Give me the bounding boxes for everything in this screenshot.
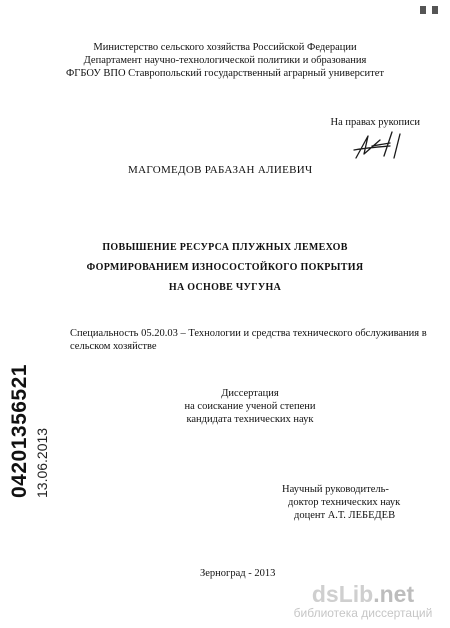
title-line: ФОРМИРОВАНИЕМ ИЗНОСОСТОЙКОГО ПОКРЫТИЯ <box>86 262 364 273</box>
watermark-logo-suffix: .net <box>373 581 415 607</box>
stamp-number: 04201356521 <box>8 364 31 498</box>
watermark-logo-main: dsLib <box>311 581 374 607</box>
dissertation-title <box>0 238 450 298</box>
supervisor-block <box>282 483 400 522</box>
manuscript-rights-label: На правах рукописи <box>330 117 420 128</box>
author-name: МАГОМЕДОВ РАБАЗАН АЛИЕВИЧ <box>128 164 313 176</box>
stamp-date: 13.06.2013 <box>34 427 50 498</box>
degree-line: на соискание ученой степени <box>184 401 316 412</box>
specialty-text: Специальность 05.20.03 – Технологии и средства технического обслуживания в сельском хозяйстве <box>70 328 427 352</box>
degree-line: кандидата технических наук <box>186 414 314 425</box>
ministry-line: Министерство сельского хозяйства Российской Федерации <box>93 42 357 53</box>
city-year: Зерноград - 2013 <box>200 568 276 579</box>
watermark-logo <box>278 582 448 606</box>
title-line: НА ОСНОВЕ ЧУГУНА <box>168 282 282 293</box>
department-line: Департамент научно-технологической политики и образования <box>83 55 367 66</box>
corner-mark <box>420 6 426 14</box>
watermark-subtitle: библиотека диссертаций <box>293 606 433 620</box>
degree-block <box>170 387 330 426</box>
library-stamp <box>8 364 50 498</box>
dslib-watermark <box>278 582 448 620</box>
university-line: ФГБОУ ВПО Ставропольский государственный аграрный университет <box>66 68 384 79</box>
title-line: ПОВЫШЕНИЕ РЕСУРСА ПЛУЖНЫХ ЛЕМЕХОВ <box>102 242 348 253</box>
supervisor-line: доктор технических наук <box>288 497 401 508</box>
corner-mark <box>432 6 438 14</box>
handwritten-signature <box>350 128 410 162</box>
supervisor-line: Научный руководитель- <box>282 484 389 495</box>
supervisor-line: доцент А.Т. ЛЕБЕДЕВ <box>294 510 396 521</box>
degree-line: Диссертация <box>221 388 279 399</box>
